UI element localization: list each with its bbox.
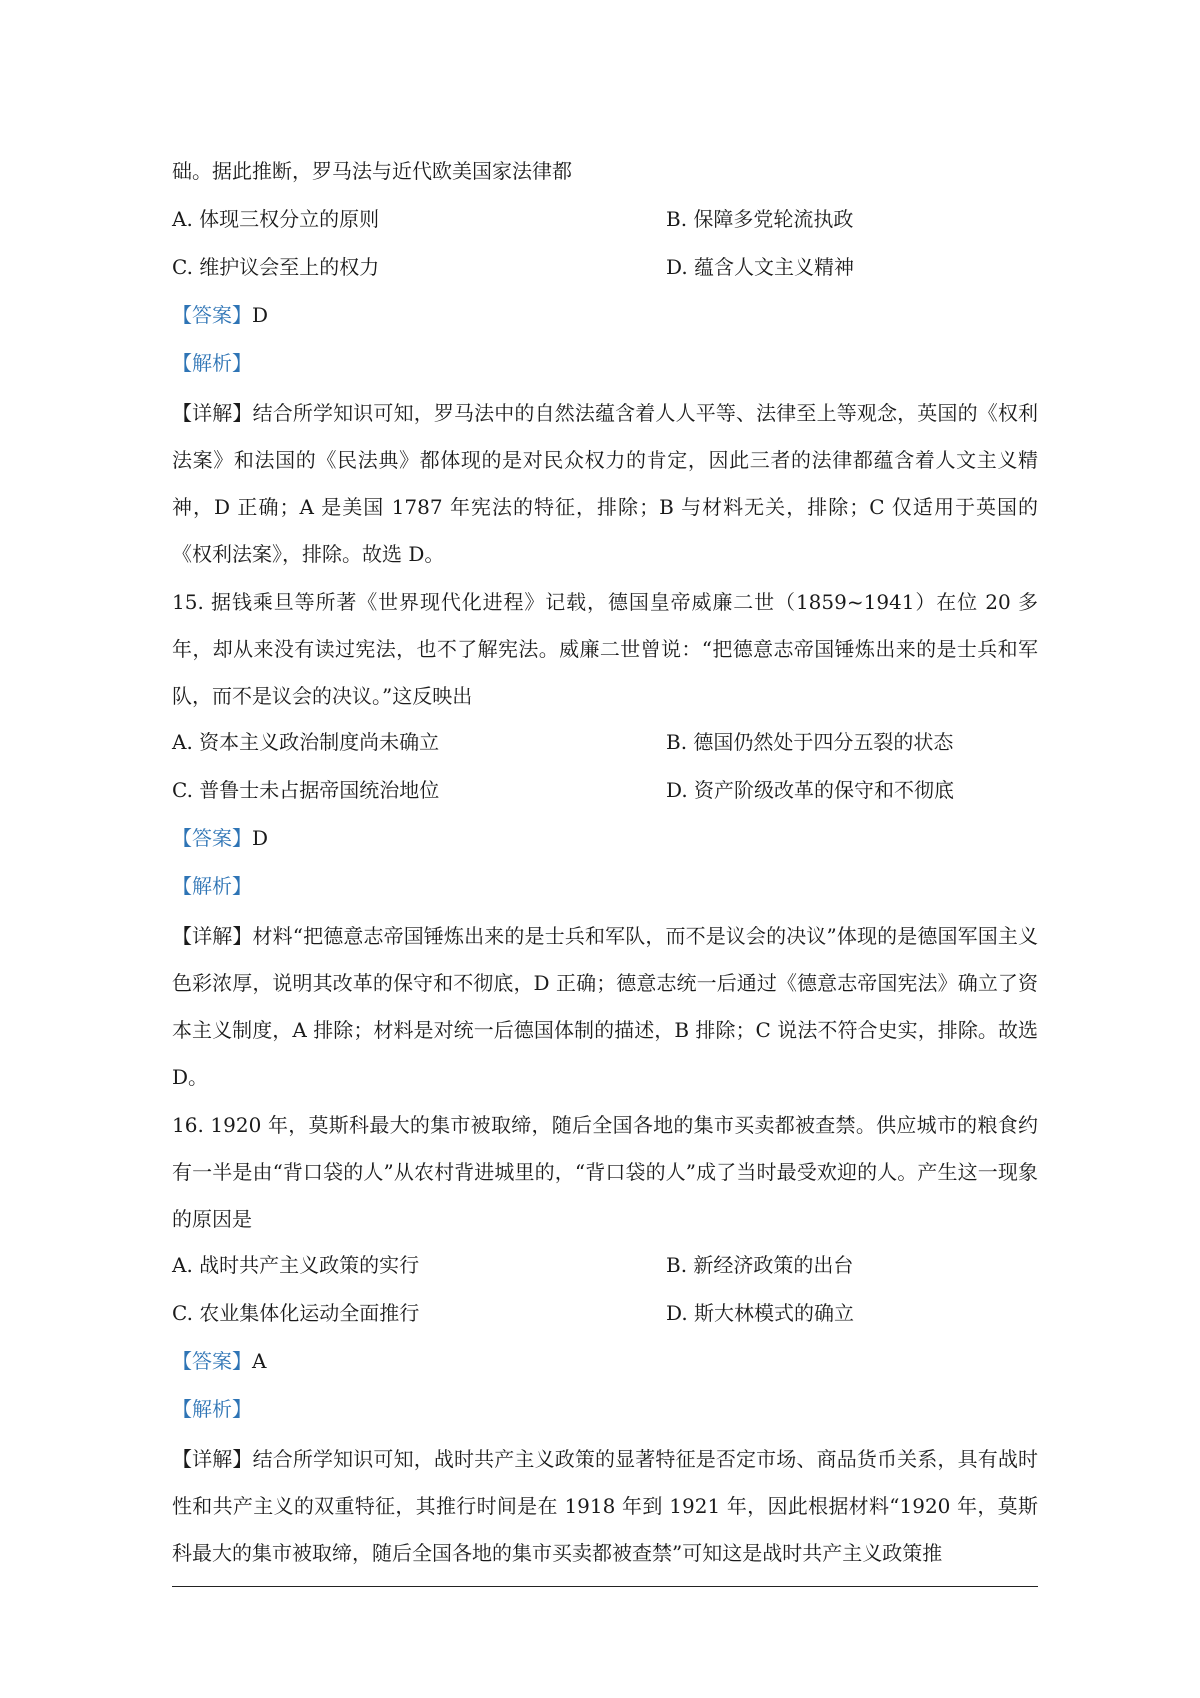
q14-option-c: C. 维护议会至上的权力 bbox=[172, 255, 380, 279]
q14-detail bbox=[172, 390, 1038, 578]
document-page bbox=[172, 150, 1038, 1578]
q15-analysis bbox=[172, 865, 1038, 913]
q16-option-c: C. 农业集体化运动全面推行 bbox=[172, 1301, 420, 1325]
q16-answer bbox=[172, 1340, 1038, 1388]
q14-option-a: A. 体现三权分立的原则 bbox=[172, 207, 380, 231]
q14-option-b: B. 保障多党轮流执政 bbox=[666, 207, 854, 231]
q16-detail bbox=[172, 1436, 1038, 1577]
q16-detail-text: 结合所学知识可知，战时共产主义政策的显著特征是否定市场、商品货币关系，具有战时性和共产主义的双重特征，其推行时间是在 1918 年到 1921 年，因此根据材料“1920 年，莫斯科最大的集市被取缔，随后全国各地的集市买卖都被查禁”可知这是战时共产主义政策推 bbox=[172, 1447, 1039, 1565]
q15-option-c: C. 普鲁士未占据帝国统治地位 bbox=[172, 778, 440, 802]
q16-option-d: D. 斯大林模式的确立 bbox=[666, 1301, 855, 1325]
q16-stem: 16. 1920 年，莫斯科最大的集市被取缔，随后全国各地的集市买卖都被查禁。供应城市的粮食约有一半是由“背口袋的人”从农村背进城里的，“背口袋的人”成了当时最受欢迎的人。产生这一现象的原因是 bbox=[172, 1113, 1038, 1231]
q16-option-b: B. 新经济政策的出台 bbox=[666, 1253, 854, 1277]
q14-stem-tail: 础。据此推断，罗马法与近代欧美国家法律都 bbox=[172, 159, 572, 183]
q14-options-row-2 bbox=[172, 246, 1038, 294]
q14-answer bbox=[172, 294, 1038, 342]
q16-answer-value: A bbox=[252, 1349, 267, 1373]
q14-detail-label: 【详解】 bbox=[172, 401, 253, 425]
q14-analysis bbox=[172, 342, 1038, 390]
footer-divider bbox=[172, 1586, 1038, 1587]
q15-options-row-1 bbox=[172, 721, 1038, 769]
q14-answer-label: 【答案】 bbox=[172, 303, 252, 327]
q16-analysis-label: 【解析】 bbox=[172, 1397, 252, 1421]
q14-detail-text: 结合所学知识可知，罗马法中的自然法蕴含着人人平等、法律至上等观念，英国的《权利法案》和法国的《民法典》都体现的是对民众权力的肯定，因此三者的法律都蕴含着人文主义精神，D 正确；A 是美国 1787 年宪法的特征，排除；B 与材料无关，排除；C 仅适用于英国的《权利法案》，排除。故选 D。 bbox=[172, 401, 1039, 566]
q15-answer-label: 【答案】 bbox=[172, 826, 252, 850]
q16-detail-label: 【详解】 bbox=[172, 1447, 253, 1471]
q14-answer-value: D bbox=[252, 303, 269, 327]
q14-analysis-label: 【解析】 bbox=[172, 351, 252, 375]
q16-options-row-1 bbox=[172, 1244, 1038, 1292]
q15-detail bbox=[172, 913, 1038, 1101]
q15-stem: 15. 据钱乘旦等所著《世界现代化进程》记载，德国皇帝威廉二世（1859~1941）在位 20 多年，却从来没有读过宪法，也不了解宪法。威廉二世曾说：“把德意志帝国锤炼出来的是士兵和军队，而不是议会的决议。”这反映出 bbox=[172, 590, 1038, 708]
q15-detail-text: 材料“把德意志帝国锤炼出来的是士兵和军队，而不是议会的决议”体现的是德国军国主义色彩浓厚，说明其改革的保守和不彻底，D 正确；德意志统一后通过《德意志帝国宪法》确立了资本主义制度，A 排除；材料是对统一后德国体制的描述，B 排除；C 说法不符合史实，排除。故选 D。 bbox=[172, 924, 1039, 1089]
q16-answer-label: 【答案】 bbox=[172, 1349, 252, 1373]
q15-option-b: B. 德国仍然处于四分五裂的状态 bbox=[666, 730, 954, 754]
q15-options-row-2 bbox=[172, 769, 1038, 817]
q15-option-a: A. 资本主义政治制度尚未确立 bbox=[172, 730, 440, 754]
q14-option-d: D. 蕴含人文主义精神 bbox=[666, 255, 855, 279]
q16-option-a: A. 战时共产主义政策的实行 bbox=[172, 1253, 420, 1277]
q15-option-d: D. 资产阶级改革的保守和不彻底 bbox=[666, 778, 955, 802]
q16-analysis bbox=[172, 1388, 1038, 1436]
q16-options-row-2 bbox=[172, 1292, 1038, 1340]
q15-detail-label: 【详解】 bbox=[172, 924, 253, 948]
q15-analysis-label: 【解析】 bbox=[172, 874, 252, 898]
q14-options-row-1 bbox=[172, 198, 1038, 246]
q15-answer-value: D bbox=[252, 826, 269, 850]
q15-answer bbox=[172, 817, 1038, 865]
